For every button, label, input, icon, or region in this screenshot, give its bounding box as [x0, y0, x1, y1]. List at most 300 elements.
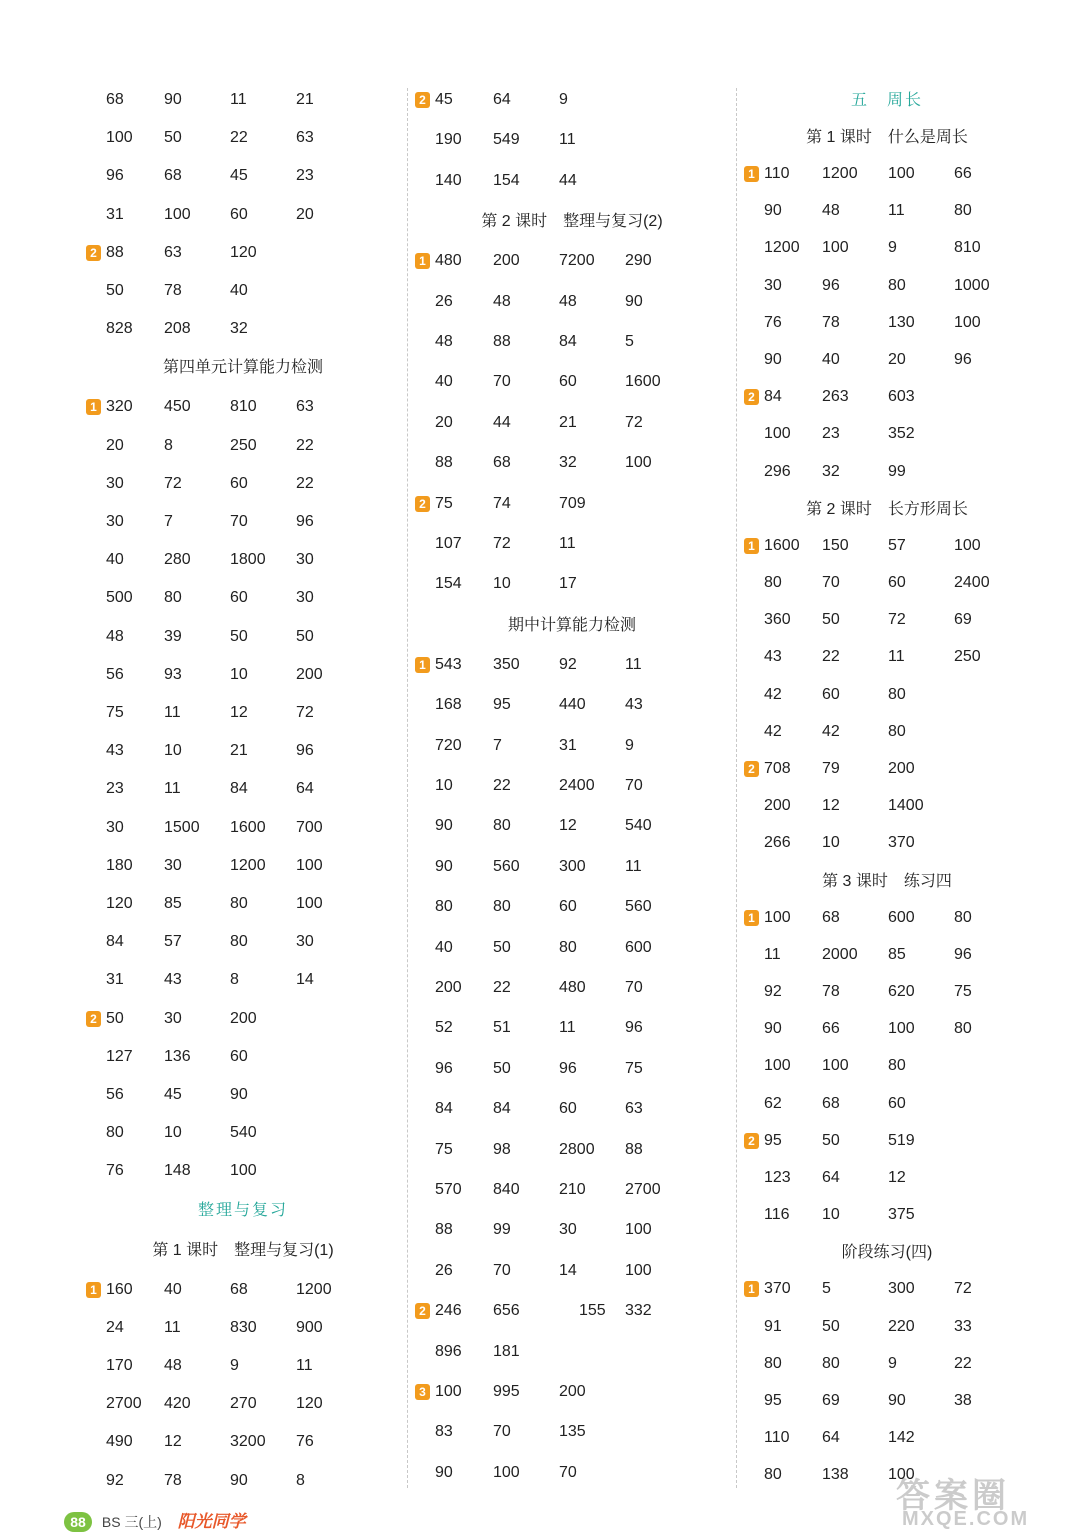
page-footer — [64, 1508, 246, 1534]
answer-value: 2700 — [106, 1395, 142, 1413]
column-divider-1 — [407, 88, 408, 1488]
answer-value: 140 — [435, 171, 462, 189]
answer-value: 290 — [625, 252, 652, 270]
answer-value: 39 — [164, 627, 182, 645]
answer-value: 11 — [764, 945, 781, 963]
section-heading: 第 1 课时 什么是周长 — [806, 129, 968, 146]
answer-value: 830 — [230, 1318, 257, 1336]
answer-row — [742, 1129, 1062, 1153]
answer-row — [84, 625, 404, 649]
answer-value: 490 — [106, 1433, 133, 1451]
answer-value: 9 — [559, 91, 568, 108]
answer-value: 74 — [493, 494, 511, 512]
answer-value: 519 — [888, 1131, 915, 1149]
answer-value: 63 — [296, 129, 314, 147]
answer-value: 96 — [296, 742, 314, 760]
answer-row — [742, 980, 1062, 1004]
answer-row — [742, 683, 1062, 707]
answer-row — [742, 1315, 1062, 1339]
answer-value: 70 — [822, 574, 840, 591]
section-heading: 第四单元计算能力检测 — [162, 359, 323, 377]
answer-value: 181 — [493, 1342, 520, 1360]
answer-value: 96 — [435, 1059, 453, 1077]
answer-value: 332 — [625, 1302, 652, 1320]
answer-value: 540 — [230, 1124, 257, 1142]
answer-row — [84, 88, 404, 112]
answer-row — [413, 1420, 733, 1444]
answer-row — [413, 1259, 733, 1283]
answer-row — [84, 395, 404, 419]
answer-value: 10 — [164, 742, 182, 760]
answer-value: 1600 — [764, 536, 800, 554]
answer-value: 62 — [764, 1094, 782, 1112]
section-heading: 整理与复习 — [197, 1201, 288, 1219]
answer-value: 1200 — [764, 239, 800, 257]
page-number: 88 — [64, 1512, 92, 1532]
answer-value: 543 — [435, 655, 462, 673]
answer-value: 250 — [230, 436, 257, 454]
answer-value: 75 — [435, 1140, 453, 1158]
answer-value: 900 — [296, 1318, 323, 1336]
answer-row — [742, 460, 1062, 484]
answer-row — [413, 532, 733, 556]
answer-value: 90 — [435, 857, 453, 875]
answer-value: 11 — [296, 1357, 313, 1374]
answer-value: 100 — [164, 205, 191, 223]
answer-value: 33 — [954, 1317, 972, 1335]
series-label: BS 三(上) — [101, 1514, 162, 1531]
answer-value: 64 — [296, 780, 314, 798]
answer-value: 22 — [230, 129, 248, 147]
answer-value: 38 — [954, 1392, 972, 1409]
answer-value: 600 — [625, 938, 652, 956]
answer-value: 21 — [559, 413, 577, 431]
answer-value: 1200 — [230, 856, 266, 874]
answer-value: 155 — [579, 1302, 606, 1320]
answer-value: 810 — [230, 398, 257, 416]
answer-value: 100 — [764, 425, 791, 443]
answer-value: 11 — [625, 655, 642, 673]
answer-value: 64 — [822, 1169, 840, 1186]
answer-row — [84, 1159, 404, 1183]
question-number-badge: 3 — [415, 1384, 430, 1400]
answer-value: 88 — [435, 1221, 453, 1239]
answer-value: 23 — [822, 425, 840, 443]
answer-value: 30 — [106, 474, 124, 492]
answer-value: 22 — [954, 1354, 972, 1372]
answer-value: 720 — [435, 736, 462, 754]
answer-value: 12 — [888, 1169, 906, 1186]
answer-value: 50 — [822, 611, 840, 629]
answer-value: 11 — [888, 202, 905, 220]
answer-value: 2800 — [559, 1140, 595, 1158]
answer-row — [84, 241, 404, 265]
answer-row — [742, 311, 1062, 335]
question-number-badge: 1 — [744, 166, 759, 182]
answer-value: 66 — [954, 165, 972, 182]
answer-row — [742, 348, 1062, 372]
answer-row — [413, 855, 733, 879]
answer-value: 360 — [764, 611, 791, 629]
answer-value: 2700 — [625, 1181, 661, 1198]
answer-value: 8 — [164, 436, 173, 454]
answer-row — [742, 943, 1062, 967]
answer-value: 60 — [559, 1100, 577, 1118]
answer-value: 56 — [106, 665, 124, 683]
answer-value: 80 — [888, 276, 906, 294]
answer-value: 12 — [822, 797, 840, 815]
answer-value: 78 — [164, 1471, 182, 1489]
answer-value: 1600 — [625, 373, 661, 391]
answer-value: 1400 — [888, 797, 924, 815]
answer-value: 92 — [559, 655, 577, 673]
answer-value: 64 — [822, 1429, 840, 1447]
answer-value: 60 — [559, 898, 577, 916]
answer-value: 42 — [764, 685, 782, 703]
answer-value: 30 — [106, 818, 124, 836]
answer-value: 22 — [493, 979, 511, 996]
answer-row — [413, 895, 733, 919]
answer-value: 200 — [435, 979, 462, 996]
answer-row — [84, 279, 404, 303]
question-number-badge: 1 — [86, 1282, 101, 1298]
answer-value: 48 — [822, 202, 840, 220]
answer-value: 45 — [230, 167, 248, 185]
answer-value: 99 — [493, 1221, 511, 1239]
answer-value: 42 — [764, 722, 782, 740]
answer-value: 10 — [435, 777, 453, 794]
answer-value: 352 — [888, 425, 915, 443]
question-number-badge: 1 — [415, 253, 430, 269]
answer-value: 560 — [625, 898, 652, 916]
answer-row — [742, 645, 1062, 669]
answer-value: 123 — [764, 1169, 791, 1186]
answer-value: 40 — [822, 351, 840, 368]
answer-value: 75 — [625, 1059, 643, 1077]
answer-value: 80 — [106, 1124, 124, 1142]
answer-value: 450 — [164, 398, 191, 416]
answer-value: 168 — [435, 696, 462, 714]
answer-value: 11 — [559, 131, 576, 149]
answer-value: 208 — [164, 320, 191, 338]
answer-value: 440 — [559, 696, 586, 714]
answer-value: 2000 — [822, 945, 858, 963]
answer-value: 30 — [296, 589, 314, 607]
answer-value: 1600 — [230, 818, 266, 836]
answer-value: 45 — [164, 1086, 182, 1103]
answer-row — [84, 854, 404, 878]
answer-value: 100 — [888, 1466, 915, 1484]
question-number-badge: 1 — [744, 538, 759, 554]
answer-value: 11 — [559, 1019, 576, 1037]
answer-row — [84, 1354, 404, 1378]
answer-row — [413, 653, 733, 677]
answer-row — [84, 1316, 404, 1340]
answer-value: 120 — [106, 895, 133, 912]
answer-value: 160 — [106, 1280, 133, 1298]
answer-value: 100 — [296, 856, 323, 874]
answer-value: 11 — [164, 704, 181, 721]
answer-value: 300 — [559, 857, 586, 875]
answer-value: 69 — [822, 1392, 840, 1409]
answer-value: 170 — [106, 1357, 133, 1374]
answer-row — [742, 1277, 1062, 1301]
answer-value: 154 — [435, 575, 462, 593]
answer-row — [84, 472, 404, 496]
answer-value: 263 — [822, 388, 849, 406]
answer-value: 8 — [230, 971, 239, 989]
answer-value: 100 — [625, 1221, 652, 1239]
answer-row — [413, 1178, 733, 1202]
answer-value: 200 — [230, 1009, 257, 1027]
answer-value: 100 — [888, 1020, 915, 1038]
answer-value: 200 — [296, 665, 323, 683]
answer-row — [413, 693, 733, 717]
answer-row — [742, 757, 1062, 781]
answer-value: 280 — [164, 551, 191, 569]
answer-value: 60 — [230, 589, 248, 607]
answer-value: 30 — [296, 933, 314, 951]
answer-value: 5 — [625, 333, 634, 350]
answer-value: 11 — [230, 91, 247, 108]
answer-value: 138 — [822, 1466, 849, 1484]
answer-value: 90 — [435, 1463, 453, 1481]
answer-value: 8 — [296, 1471, 305, 1489]
answer-value: 60 — [230, 474, 248, 492]
answer-value: 120 — [296, 1395, 323, 1413]
section-heading: 第 2 课时 长方形周长 — [806, 500, 968, 518]
answer-value: 80 — [954, 908, 972, 926]
answer-row — [742, 1426, 1062, 1450]
answer-value: 9 — [888, 239, 897, 257]
answer-value: 22 — [822, 648, 840, 666]
answer-row — [413, 451, 733, 475]
answer-value: 100 — [822, 1057, 849, 1075]
answer-value: 69 — [954, 611, 972, 629]
answer-value: 17 — [559, 575, 577, 593]
answer-value: 66 — [822, 1020, 840, 1038]
answer-row — [742, 571, 1062, 595]
answer-value: 100 — [888, 165, 915, 182]
answer-value: 48 — [559, 292, 577, 310]
answer-value: 9 — [625, 736, 634, 754]
answer-value: 84 — [106, 933, 124, 951]
answer-value: 84 — [493, 1100, 511, 1118]
answer-value: 896 — [435, 1342, 462, 1360]
question-number-badge: 2 — [744, 1133, 759, 1149]
answer-value: 75 — [954, 983, 972, 1000]
answer-value: 12 — [230, 704, 248, 721]
answer-row — [742, 831, 1062, 855]
answer-row — [84, 1430, 404, 1454]
answer-value: 45 — [435, 91, 453, 108]
answer-value: 1500 — [164, 818, 200, 836]
answer-value: 50 — [164, 129, 182, 147]
answer-value: 84 — [764, 388, 782, 406]
answer-value: 10 — [493, 575, 511, 593]
section-heading: 五 周长 — [850, 92, 923, 109]
answer-value: 700 — [296, 818, 323, 836]
column-divider-2 — [736, 88, 737, 1488]
answer-row — [84, 739, 404, 763]
answer-value: 11 — [559, 535, 576, 552]
answer-value: 96 — [296, 513, 314, 530]
question-number-badge: 1 — [86, 399, 101, 415]
answer-value: 154 — [493, 171, 520, 189]
answer-value: 22 — [493, 777, 511, 794]
answer-row — [742, 906, 1062, 930]
answer-value: 68 — [493, 454, 511, 472]
answer-value: 30 — [106, 513, 124, 530]
answer-value: 96 — [822, 276, 840, 294]
answer-row — [742, 534, 1062, 558]
answer-value: 22 — [296, 474, 314, 492]
answer-value: 76 — [764, 313, 782, 331]
answer-value: 7 — [493, 736, 502, 754]
answer-value: 72 — [954, 1280, 972, 1298]
answer-value: 80 — [230, 933, 248, 951]
answer-value: 80 — [764, 1354, 782, 1372]
answer-value: 23 — [106, 780, 124, 798]
answer-row — [742, 1389, 1062, 1413]
answer-value: 200 — [559, 1383, 586, 1400]
answer-value: 64 — [493, 91, 511, 108]
answer-value: 70 — [493, 1261, 511, 1279]
answer-row — [413, 734, 733, 758]
answer-value: 95 — [493, 696, 511, 714]
answer-row — [84, 968, 404, 992]
answer-value: 57 — [164, 933, 182, 951]
answer-row — [84, 1392, 404, 1416]
answer-value: 20 — [106, 436, 124, 454]
answer-value: 100 — [296, 895, 323, 912]
answer-value: 32 — [559, 454, 577, 472]
answer-row — [84, 663, 404, 687]
answer-row — [413, 88, 733, 112]
answer-value: 250 — [954, 648, 981, 666]
answer-value: 90 — [230, 1086, 248, 1103]
answer-row — [742, 1203, 1062, 1227]
answer-value: 32 — [822, 462, 840, 480]
answer-value: 10 — [822, 834, 840, 852]
answer-value: 127 — [106, 1047, 133, 1065]
answer-value: 10 — [822, 1206, 840, 1224]
answer-value: 60 — [888, 574, 906, 591]
answer-row — [413, 249, 733, 273]
answer-row — [413, 1218, 733, 1242]
answer-value: 708 — [764, 760, 791, 777]
answer-value: 370 — [888, 834, 915, 852]
answer-value: 70 — [559, 1463, 577, 1481]
answer-row — [413, 492, 733, 516]
answer-value: 90 — [435, 817, 453, 835]
answer-value: 60 — [888, 1094, 906, 1112]
answer-row — [742, 422, 1062, 446]
answer-value: 14 — [559, 1261, 577, 1279]
answer-row — [84, 701, 404, 725]
answer-row — [413, 1097, 733, 1121]
answer-value: 90 — [764, 351, 782, 368]
answer-row — [84, 1007, 404, 1031]
answer-value: 14 — [296, 971, 314, 989]
answer-value: 48 — [164, 1357, 182, 1374]
answer-value: 72 — [164, 474, 182, 492]
answer-value: 220 — [888, 1317, 915, 1335]
answer-value: 80 — [764, 1466, 782, 1484]
answer-row — [742, 1352, 1062, 1376]
answer-value: 30 — [764, 276, 782, 294]
answer-value: 5 — [822, 1280, 831, 1298]
answer-row — [413, 169, 733, 193]
answer-value: 32 — [230, 320, 248, 338]
answer-value: 270 — [230, 1395, 257, 1413]
answer-row — [742, 274, 1062, 298]
answer-value: 300 — [888, 1280, 915, 1298]
answer-value: 110 — [764, 165, 790, 182]
answer-value: 22 — [296, 436, 314, 454]
answer-value: 98 — [493, 1140, 511, 1158]
answer-value: 90 — [888, 1392, 906, 1409]
answer-value: 21 — [296, 91, 314, 108]
watermark — [890, 1468, 1070, 1532]
answer-value: 52 — [435, 1019, 453, 1037]
answer-value: 84 — [559, 333, 577, 350]
answer-value: 266 — [764, 834, 791, 852]
answer-value: 7200 — [559, 252, 595, 270]
answer-value: 828 — [106, 320, 133, 338]
answer-value: 549 — [493, 131, 520, 149]
watermark-text-cn: 答案圈 — [896, 1477, 1010, 1515]
question-number-badge: 2 — [86, 245, 101, 261]
answer-row — [413, 370, 733, 394]
answer-value: 9 — [230, 1357, 239, 1374]
answer-value: 26 — [435, 1261, 453, 1279]
answer-value: 3200 — [230, 1433, 266, 1451]
answer-row — [413, 1340, 733, 1364]
answer-value: 26 — [435, 292, 453, 310]
answer-row — [413, 330, 733, 354]
question-number-badge: 2 — [744, 389, 759, 405]
answer-value: 100 — [954, 313, 981, 331]
question-number-badge: 1 — [415, 657, 430, 673]
answer-value: 100 — [625, 454, 652, 472]
section-heading: 期中计算能力检测 — [507, 616, 636, 634]
answer-value: 68 — [230, 1280, 248, 1298]
answer-value: 70 — [493, 1423, 511, 1441]
answer-value: 40 — [435, 373, 453, 391]
answer-value: 20 — [296, 205, 314, 223]
answer-value: 7 — [164, 513, 173, 530]
answer-value: 100 — [822, 239, 849, 257]
answer-value: 570 — [435, 1181, 462, 1198]
answer-row — [742, 1166, 1062, 1190]
answer-value: 620 — [888, 983, 915, 1000]
answer-value: 72 — [493, 535, 511, 552]
answer-value: 50 — [822, 1317, 840, 1335]
answer-value: 136 — [164, 1047, 191, 1065]
answer-value: 80 — [822, 1354, 840, 1372]
answer-value: 709 — [559, 494, 586, 512]
answer-row — [84, 1469, 404, 1493]
answer-value: 135 — [559, 1423, 586, 1441]
answer-value: 142 — [888, 1429, 915, 1447]
answer-value: 50 — [493, 1059, 511, 1077]
answer-row — [413, 814, 733, 838]
answer-value: 30 — [559, 1221, 577, 1239]
answer-value: 23 — [296, 167, 314, 185]
answer-value: 90 — [764, 202, 782, 220]
answer-value: 44 — [493, 413, 511, 431]
